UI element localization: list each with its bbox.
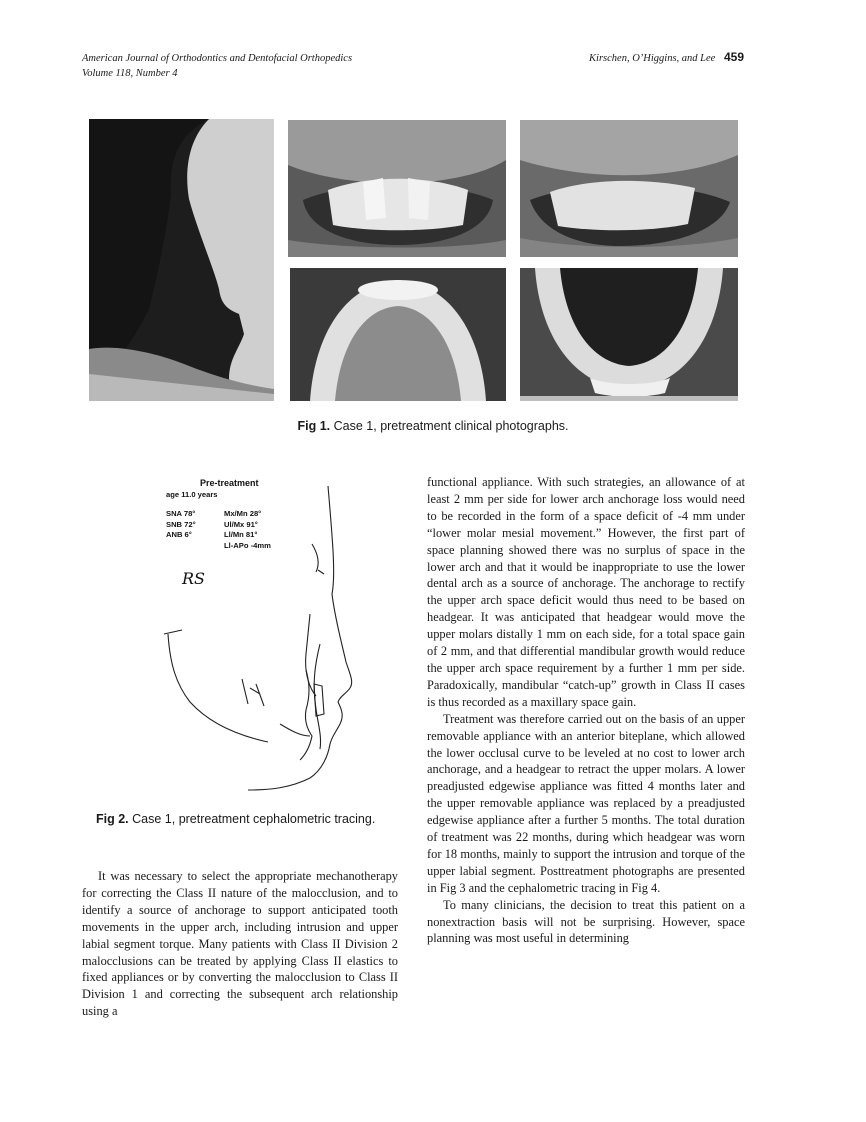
- lower-occlusal-photo: [520, 268, 738, 401]
- fig2-text: Case 1, pretreatment cephalometric tracing.: [132, 812, 376, 826]
- tracing-value: SNA 78°: [166, 509, 196, 518]
- body-paragraph: To many clinicians, the decision to treat this patient on a nonextraction basis will not be surprising. However, space planning was most useful in determining: [427, 897, 745, 946]
- page-number: 459: [723, 50, 744, 64]
- fig1-label: Fig 1.: [297, 419, 331, 433]
- tracing-value: Mx/Mn 28°: [224, 509, 262, 518]
- tracing-title: Pre-treatment: [200, 478, 259, 488]
- lateral-intraoral-photo: [520, 120, 738, 257]
- author-names: Kirschen, O’Higgins, and Lee: [589, 53, 716, 64]
- tracing-value: SNB 72°: [166, 519, 196, 529]
- tracing-value: ANB 6°: [166, 530, 192, 539]
- tracing-value: Ll/Mn 81°: [224, 530, 258, 539]
- tracing-drawing: [160, 474, 390, 804]
- left-column: [82, 868, 398, 1020]
- fig1-caption: [0, 418, 866, 434]
- right-column: [427, 474, 745, 947]
- journal-volume: Volume 118, Number 4: [82, 68, 178, 79]
- tracing-age: age 11.0 years: [166, 490, 218, 499]
- profile-photo: [89, 119, 274, 401]
- body-paragraph: functional appliance. With such strategies, an allowance of at least 2 mm per side for lower arch anchorage loss would need to be recorded in the form of a space deficit of -4 mm under “lower molar mesial movement.” However, the first part of space planning showed there was no surplus of space in the lower arch and that it would be inappropriate to use the lower dental arch as a source of anchorage. The anchorage to rectify the upper arch space deficit would thus need to be based on headgear. It was anticipated that headgear would move the upper molars distally 1 mm on each side, for a total space gain of 2 mm, and that differential mandibular growth would reduce the upper arch space requirement by a further 1 mm per side. Paradoxically, mandibular “catch-up” growth in Class II cases is thus recorded as a maxillary space gain.: [427, 475, 745, 709]
- journal-name: American Journal of Orthodontics and Dentofacial Orthopedics: [82, 53, 353, 64]
- frontal-intraoral-photo: [288, 120, 506, 257]
- tracing-initials: RS: [182, 569, 206, 588]
- body-paragraph: Treatment was therefore carried out on the basis of an upper removable appliance with an anterior biteplane, which allowed the lower occlusal curve to be leveled at no cost to lower arch anchorage, and a headgear to retract the upper molars. A lower preadjusted edgewise appliance was fitted 4 months later and the upper removable appliance was replaced by a preadjusted edgewise appliance after a further 5 months. The total duration of treatment was 22 months, during which headgear was worn for 18 months, mainly to support the intrusion and torque of the upper labial segment. Posttreatment photographs are presented in Fig 3 and the cephalometric tracing in Fig 4.: [427, 711, 745, 895]
- tracing-value: Ll-APo -4mm: [224, 540, 271, 550]
- upper-occlusal-photo: [290, 268, 506, 401]
- tracing-value: Ul/Mx 91°: [224, 519, 258, 529]
- fig2-caption: [96, 811, 396, 827]
- fig2-label: Fig 2.: [96, 812, 129, 826]
- fig1-text: Case 1, pretreatment clinical photographs.: [333, 419, 569, 433]
- body-paragraph: It was necessary to select the appropriate mechanotherapy for correcting the Class II nature of the malocclusion, and to identify a source of anchorage to support anticipated tooth movements in the upper arch, including intrusion and upper labial segment torque. Many patients with Class II Division 2 malocclusions can be treated by applying Class II elastics to fixed appliances or by converting the malocclusion to Class II Division 1 and correcting the subsequent arch relationship using a: [82, 869, 398, 1019]
- running-header-left: [82, 51, 502, 81]
- running-header-right: [589, 50, 744, 66]
- cephalometric-tracing: [160, 474, 390, 804]
